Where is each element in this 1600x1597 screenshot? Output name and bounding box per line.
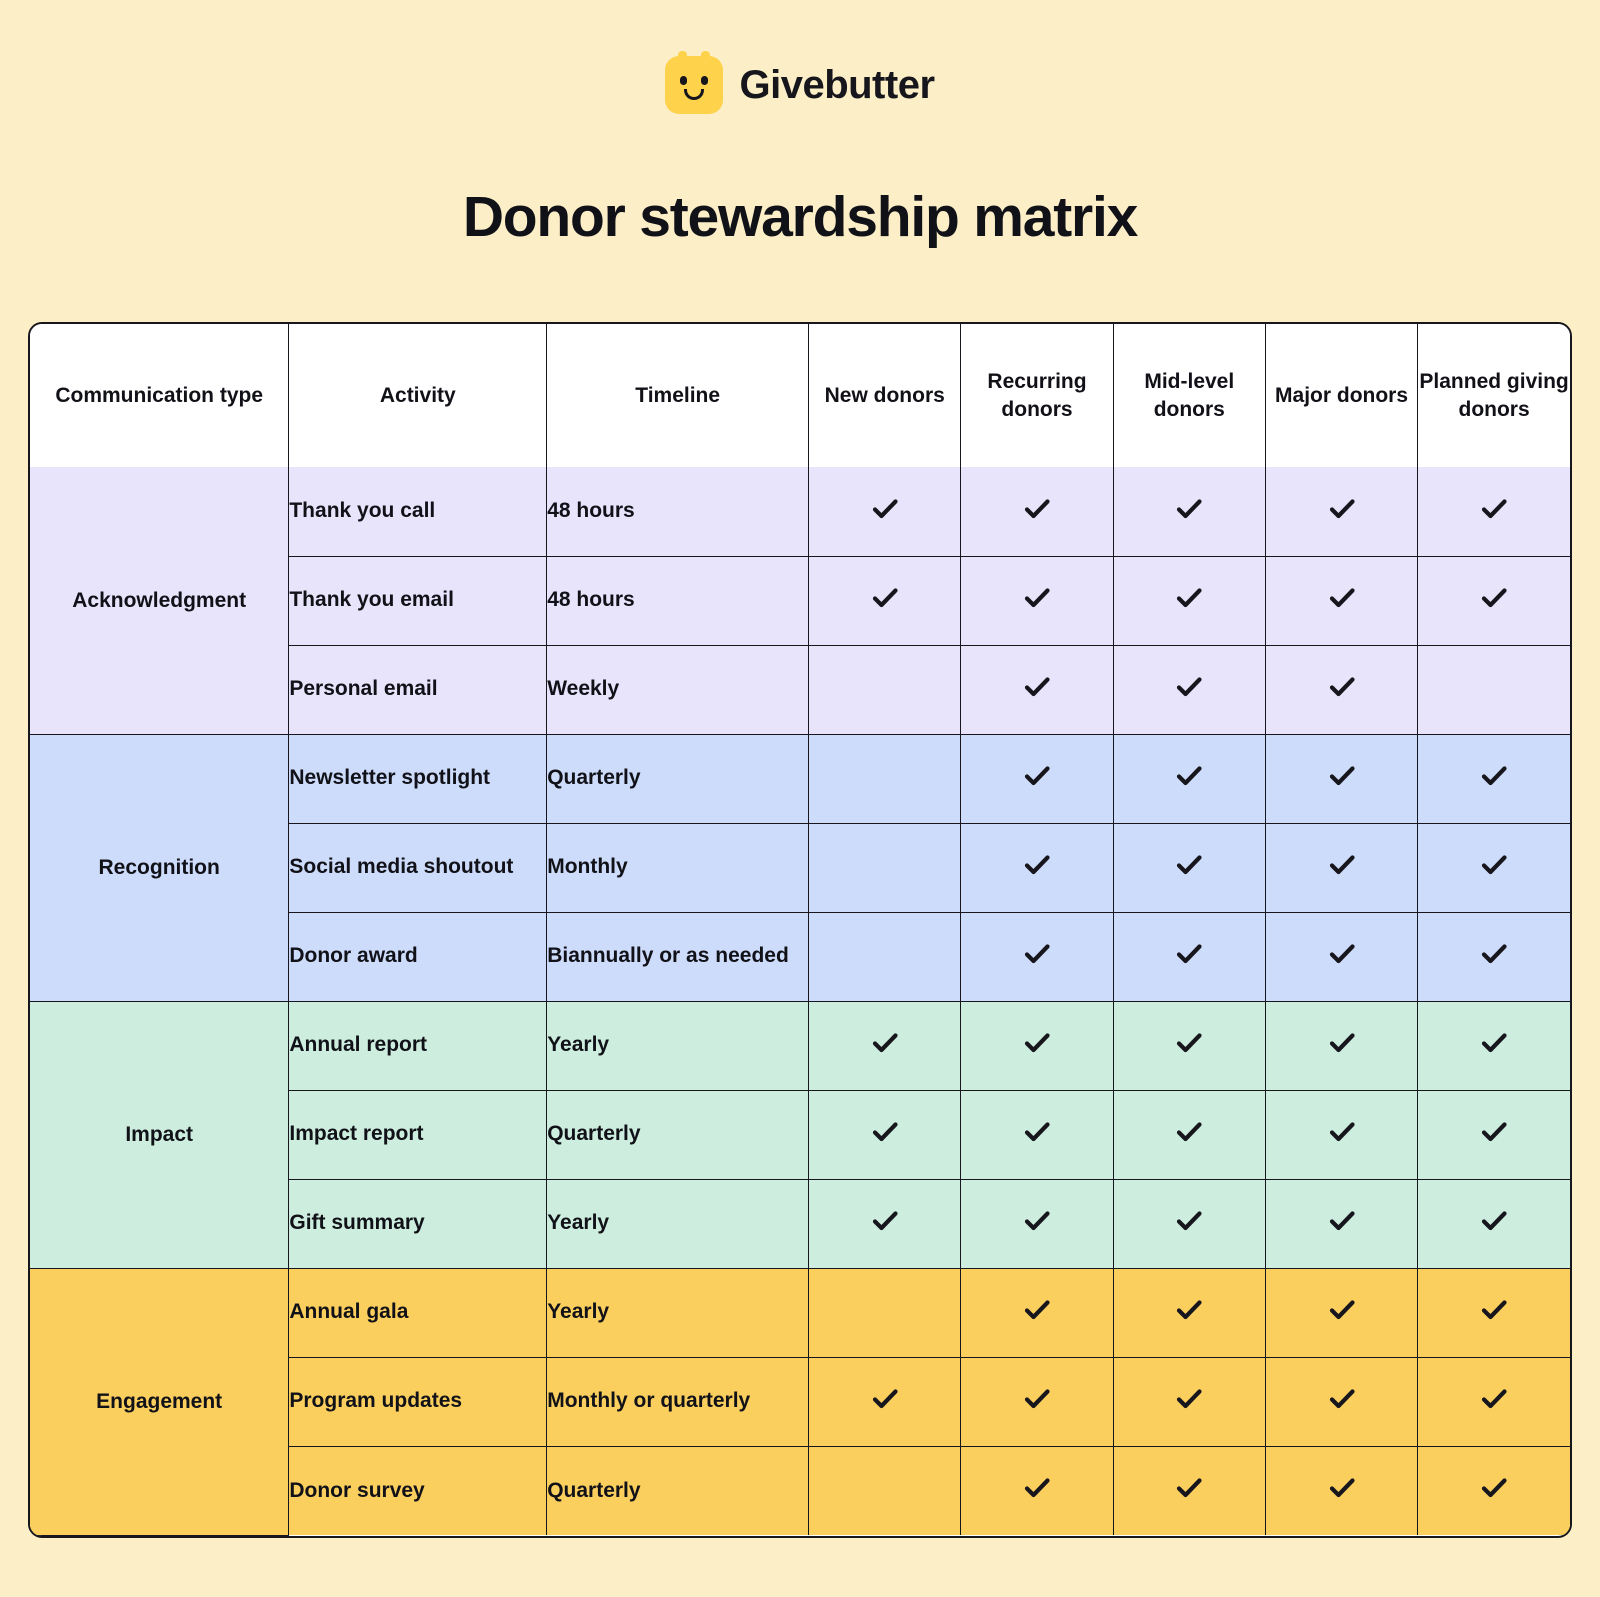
checkmark-cell (1418, 1179, 1570, 1268)
activity-cell: Social media shoutout (289, 823, 547, 912)
checkmark-cell (961, 467, 1113, 556)
column-header-timeline: Timeline (547, 324, 809, 467)
check-icon (1174, 494, 1204, 524)
checkmark-cell (809, 467, 961, 556)
check-icon (1022, 761, 1052, 791)
column-header-major-donors: Major donors (1265, 324, 1417, 467)
check-icon (1022, 1473, 1052, 1503)
brand-name: Givebutter (739, 62, 935, 107)
checkmark-cell (809, 1090, 961, 1179)
check-icon (1174, 672, 1204, 702)
check-icon (1479, 939, 1509, 969)
check-icon (1022, 1295, 1052, 1325)
checkmark-cell (1113, 912, 1265, 1001)
checkmark-cell (1418, 467, 1570, 556)
brand-header (0, 0, 1600, 114)
page-title: Donor stewardship matrix (462, 185, 1138, 249)
check-icon (1479, 1295, 1509, 1325)
checkmark-cell (1265, 734, 1417, 823)
checkmark-cell (961, 645, 1113, 734)
activity-cell: Gift summary (289, 1179, 547, 1268)
checkmark-cell (1113, 645, 1265, 734)
checkmark-cell (961, 734, 1113, 823)
checkmark-cell (1418, 1268, 1570, 1357)
column-header-mid-level-donors: Mid-level donors (1113, 324, 1265, 467)
checkmark-cell (1113, 823, 1265, 912)
checkmark-cell (961, 556, 1113, 645)
timeline-cell: 48 hours (547, 467, 809, 556)
table-row (30, 1268, 1570, 1357)
check-icon (1479, 1117, 1509, 1147)
empty-cell (809, 1268, 961, 1357)
check-icon (1022, 494, 1052, 524)
checkmark-cell (1113, 1268, 1265, 1357)
empty-cell (809, 734, 961, 823)
checkmark-cell (1265, 1090, 1417, 1179)
checkmark-cell (1265, 645, 1417, 734)
check-icon (1327, 672, 1357, 702)
check-icon (1479, 850, 1509, 880)
check-icon (1327, 1206, 1357, 1236)
checkmark-cell (1418, 912, 1570, 1001)
checkmark-cell (1265, 556, 1417, 645)
check-icon (1022, 672, 1052, 702)
check-icon (1022, 850, 1052, 880)
checkmark-cell (809, 1001, 961, 1090)
check-icon (1327, 1117, 1357, 1147)
timeline-cell: Biannually or as needed (547, 912, 809, 1001)
column-header-planned-giving-donors: Planned giving donors (1418, 324, 1570, 467)
check-icon (1479, 494, 1509, 524)
activity-cell: Thank you email (289, 556, 547, 645)
check-icon (1479, 583, 1509, 613)
activity-cell: Program updates (289, 1357, 547, 1446)
check-icon (1479, 761, 1509, 791)
checkmark-cell (1265, 1357, 1417, 1446)
check-icon (1174, 1028, 1204, 1058)
checkmark-cell (809, 556, 961, 645)
checkmark-cell (1113, 556, 1265, 645)
check-icon (1479, 1028, 1509, 1058)
activity-cell: Newsletter spotlight (289, 734, 547, 823)
check-icon (1174, 583, 1204, 613)
check-icon (1327, 1295, 1357, 1325)
checkmark-cell (809, 1357, 961, 1446)
timeline-cell: Quarterly (547, 1446, 809, 1535)
butter-mascot-icon (665, 56, 723, 114)
activity-cell: Annual gala (289, 1268, 547, 1357)
activity-cell: Personal email (289, 645, 547, 734)
check-icon (1022, 1384, 1052, 1414)
timeline-cell: Weekly (547, 645, 809, 734)
table-header (30, 324, 1570, 467)
timeline-cell: Quarterly (547, 1090, 809, 1179)
empty-cell (809, 645, 961, 734)
timeline-cell: Yearly (547, 1001, 809, 1090)
check-icon (1479, 1473, 1509, 1503)
checkmark-cell (1418, 734, 1570, 823)
checkmark-cell (1113, 1090, 1265, 1179)
check-icon (1174, 1117, 1204, 1147)
check-icon (1479, 1206, 1509, 1236)
checkmark-cell (961, 1179, 1113, 1268)
stewardship-matrix-table (28, 322, 1572, 1538)
check-icon (1327, 1473, 1357, 1503)
column-header-communication-type: Communication type (30, 324, 289, 467)
check-icon (1327, 850, 1357, 880)
checkmark-cell (1418, 1090, 1570, 1179)
check-icon (870, 1117, 900, 1147)
checkmark-cell (1113, 734, 1265, 823)
check-icon (870, 494, 900, 524)
check-icon (1479, 1384, 1509, 1414)
checkmark-cell (809, 1179, 961, 1268)
check-icon (1022, 583, 1052, 613)
timeline-cell: 48 hours (547, 556, 809, 645)
checkmark-cell (1265, 823, 1417, 912)
check-icon (870, 1384, 900, 1414)
checkmark-cell (961, 1001, 1113, 1090)
check-icon (1327, 1384, 1357, 1414)
column-header-recurring-donors: Recurring donors (961, 324, 1113, 467)
checkmark-cell (1265, 1446, 1417, 1535)
check-icon (1174, 1473, 1204, 1503)
checkmark-cell (961, 1268, 1113, 1357)
checkmark-cell (1265, 912, 1417, 1001)
empty-cell (809, 823, 961, 912)
communication-type-recognition: Recognition (30, 734, 289, 1001)
checkmark-cell (1418, 1357, 1570, 1446)
check-icon (1174, 850, 1204, 880)
activity-cell: Annual report (289, 1001, 547, 1090)
check-icon (1327, 494, 1357, 524)
check-icon (1022, 939, 1052, 969)
timeline-cell: Yearly (547, 1268, 809, 1357)
checkmark-cell (1265, 1001, 1417, 1090)
checkmark-cell (1113, 1001, 1265, 1090)
check-icon (1174, 761, 1204, 791)
checkmark-cell (1113, 1446, 1265, 1535)
checkmark-cell (1418, 556, 1570, 645)
empty-cell (1418, 645, 1570, 734)
timeline-cell: Yearly (547, 1179, 809, 1268)
check-icon (1174, 1384, 1204, 1414)
communication-type-engagement: Engagement (30, 1268, 289, 1535)
check-icon (1327, 583, 1357, 613)
activity-cell: Thank you call (289, 467, 547, 556)
check-icon (1174, 1295, 1204, 1325)
checkmark-cell (1113, 467, 1265, 556)
checkmark-cell (1265, 467, 1417, 556)
check-icon (1327, 1028, 1357, 1058)
checkmark-cell (1265, 1179, 1417, 1268)
communication-type-impact: Impact (30, 1001, 289, 1268)
checkmark-cell (1418, 1001, 1570, 1090)
checkmark-cell (961, 912, 1113, 1001)
communication-type-acknowledgment: Acknowledgment (30, 467, 289, 734)
table-row (30, 734, 1570, 823)
check-icon (1174, 1206, 1204, 1236)
timeline-cell: Monthly or quarterly (547, 1357, 809, 1446)
checkmark-cell (961, 1357, 1113, 1446)
empty-cell (809, 912, 961, 1001)
check-icon (870, 1206, 900, 1236)
check-icon (1022, 1117, 1052, 1147)
checkmark-cell (961, 823, 1113, 912)
checkmark-cell (1113, 1179, 1265, 1268)
check-icon (1174, 939, 1204, 969)
checkmark-cell (961, 1090, 1113, 1179)
checkmark-cell (1113, 1357, 1265, 1446)
checkmark-cell (1418, 823, 1570, 912)
timeline-cell: Monthly (547, 823, 809, 912)
check-icon (1327, 939, 1357, 969)
table-row (30, 467, 1570, 556)
activity-cell: Donor survey (289, 1446, 547, 1535)
check-icon (1327, 761, 1357, 791)
check-icon (1022, 1028, 1052, 1058)
empty-cell (809, 1446, 961, 1535)
check-icon (1022, 1206, 1052, 1236)
column-header-activity: Activity (289, 324, 547, 467)
check-icon (870, 583, 900, 613)
checkmark-cell (1418, 1446, 1570, 1535)
checkmark-cell (1265, 1268, 1417, 1357)
check-icon (870, 1028, 900, 1058)
table-row (30, 1001, 1570, 1090)
activity-cell: Impact report (289, 1090, 547, 1179)
timeline-cell: Quarterly (547, 734, 809, 823)
activity-cell: Donor award (289, 912, 547, 1001)
checkmark-cell (961, 1446, 1113, 1535)
column-header-new-donors: New donors (809, 324, 961, 467)
